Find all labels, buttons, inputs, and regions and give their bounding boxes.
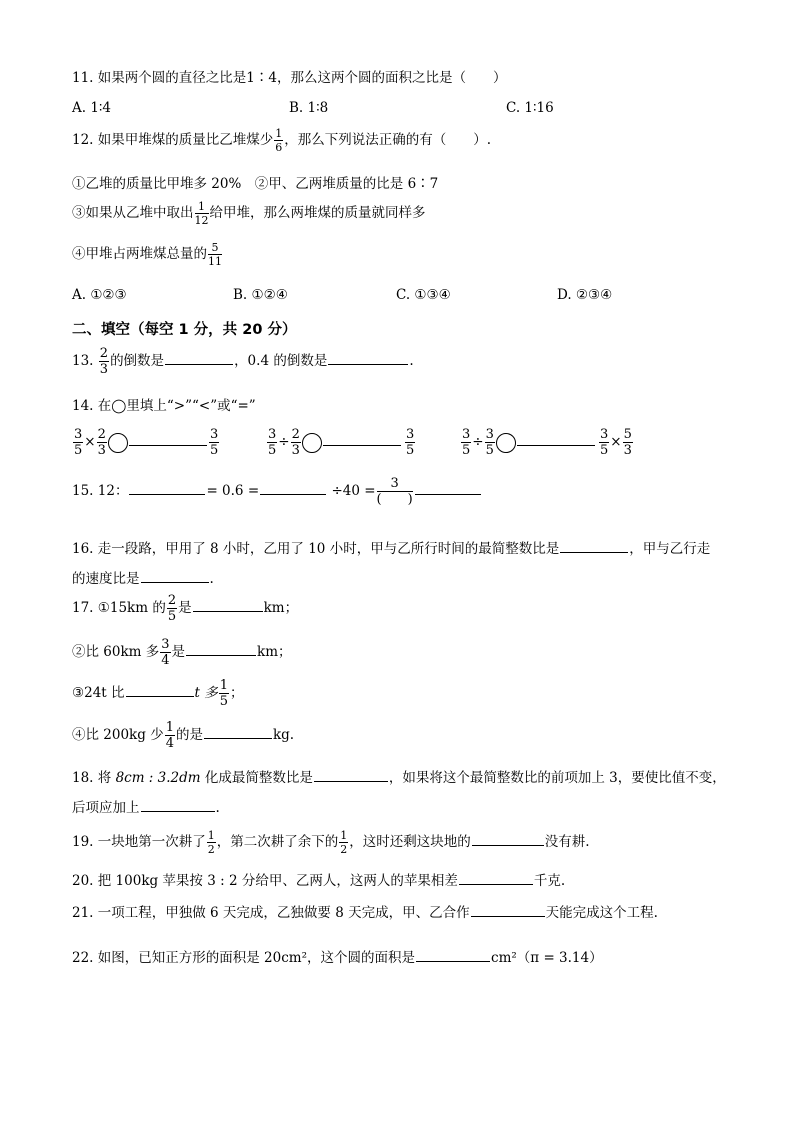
answer-blank[interactable] <box>517 444 595 446</box>
answer-blank[interactable] <box>323 444 401 446</box>
answer-blank[interactable] <box>186 654 256 656</box>
question-17-part-4: ④比 200kg 少 $\frac{1}{4}$ 的是 kg. <box>72 720 295 751</box>
q14-expression-3-result: $\frac{3}{5}$ × $\frac{5}{3}$ <box>600 427 632 458</box>
question-22: 22. 如图，已知正方形的面积是 20cm²，这个圆的面积是 cm²（π = 3.14） <box>72 950 603 966</box>
question-14-text: 14. 在◯里填上“>”“<”或“=” <box>72 398 256 414</box>
answer-blank[interactable] <box>560 551 628 553</box>
answer-blank[interactable] <box>129 444 207 446</box>
q12-option-d: D. ②③④ <box>557 287 613 303</box>
q14-expression-2-result: $\frac{3}{5}$ <box>406 427 415 458</box>
answer-blank[interactable] <box>459 883 533 885</box>
q12-s4-fraction: $\frac{5}{11}$ <box>208 241 222 268</box>
answer-blank[interactable] <box>126 695 194 697</box>
question-19: 19. 一块地第一次耕了 $\frac{1}{2}$ ，第二次耕了余下的 $\frac{1}{2}$ ，这时还剩这块地的 没有耕. <box>72 829 590 856</box>
q12-fraction: $\frac{1}{6}$ <box>275 127 283 154</box>
q12-option-a: A. ①②③ <box>72 287 127 303</box>
answer-blank[interactable] <box>141 810 215 812</box>
answer-blank[interactable] <box>415 493 481 495</box>
question-17-part-1: 17. ①15km 的 $\frac{2}{5}$ 是 km； <box>72 593 299 624</box>
question-18-line-2: 后项应加上 . <box>72 800 220 816</box>
q12-s3-fraction: $\frac{1}{12}$ <box>194 200 209 227</box>
answer-blank[interactable] <box>204 737 272 739</box>
q11-option-c: C. 1∶16 <box>506 100 554 116</box>
answer-blank[interactable] <box>472 844 544 846</box>
question-16-line-1: 16. 走一段路，甲用了 8 小时，乙用了 10 小时，甲与乙所行时间的最简整数比是 ，甲与乙行走 <box>72 541 711 557</box>
question-20: 20. 把 100kg 苹果按 3 : 2 分给甲、乙两人，这两人的苹果相差 千克. <box>72 873 566 889</box>
q14-expression-2: $\frac{3}{5}$ ÷ $\frac{2}{3}$ <box>266 428 402 457</box>
question-15: 15. 12： = 0.6 = ÷40 = $\frac{3}{( )}$ <box>72 477 482 506</box>
q12-statement-1-2: ①乙堆的质量比甲堆多 20% ②甲、乙两堆质量的比是 6∶7 <box>72 176 439 192</box>
q12-option-c: C. ①③④ <box>396 287 451 303</box>
question-13: 13. $\frac{2}{3}$ 的倒数是 ，0.4 的倒数是 . <box>72 346 414 377</box>
q12-suffix: ，那么下列说法正确的有（ ）. <box>284 132 492 148</box>
question-11 <box>72 66 506 86</box>
answer-blank[interactable] <box>165 363 233 365</box>
question-17-part-2: ②比 60km 多 $\frac{3}{4}$ 是 km； <box>72 637 292 668</box>
q15-fraction: $\frac{3}{( )}$ <box>376 476 413 507</box>
q12-statement-3: ③如果从乙堆中取出 $\frac{1}{12}$ 给甲堆，那么两堆煤的质量就同样多 <box>72 200 426 227</box>
answer-blank[interactable] <box>260 493 326 495</box>
answer-blank[interactable] <box>314 780 388 782</box>
question-17-part-3: ③24t 比 t 多 $\frac{1}{5}$ ； <box>72 678 244 709</box>
q11-option-b: B. 1∶8 <box>289 100 329 116</box>
question-21: 21. 一项工程，甲独做 6 天完成，乙独做要 8 天完成，甲、乙合作 天能完成这个工程. <box>72 905 658 921</box>
answer-blank[interactable] <box>141 581 209 583</box>
q14-expression-3: $\frac{3}{5}$ ÷ $\frac{3}{5}$ <box>460 428 596 457</box>
answer-blank[interactable] <box>416 960 490 962</box>
question-11-text: 11. 如果两个圆的直径之比是1∶4，那么这两个圆的面积之比是（ ） <box>72 70 507 86</box>
q14-expression-1-result: $\frac{3}{5}$ <box>210 427 219 458</box>
question-12 <box>72 128 491 153</box>
q13-fraction: $\frac{2}{3}$ <box>99 346 109 377</box>
compare-circle[interactable] <box>496 433 516 453</box>
q12-statement-4: ④甲堆占两堆煤总量的 $\frac{5}{11}$ <box>72 241 222 268</box>
compare-circle[interactable] <box>302 433 322 453</box>
compare-circle[interactable] <box>108 433 128 453</box>
q11-option-a: A. 1∶4 <box>72 100 112 116</box>
answer-blank[interactable] <box>129 493 205 495</box>
question-16-line-2: 的速度比是 . <box>72 571 214 587</box>
q12-prefix: 12. 如果甲堆煤的质量比乙堆煤少 <box>72 132 274 148</box>
answer-blank[interactable] <box>328 363 408 365</box>
q14-expression-1: $\frac{3}{5}$ × $\frac{2}{3}$ <box>72 428 208 457</box>
answer-blank[interactable] <box>471 915 545 917</box>
question-18-line-1: 18. 将 8cm : 3.2dm 化成最简整数比是 ，如果将这个最简整数比的前项加上 3，要使比值不变， <box>72 770 726 786</box>
answer-blank[interactable] <box>193 610 263 612</box>
section-title: 二、填空（每空 1 分，共 20 分） <box>72 322 297 338</box>
q12-option-b: B. ①②④ <box>233 287 288 303</box>
